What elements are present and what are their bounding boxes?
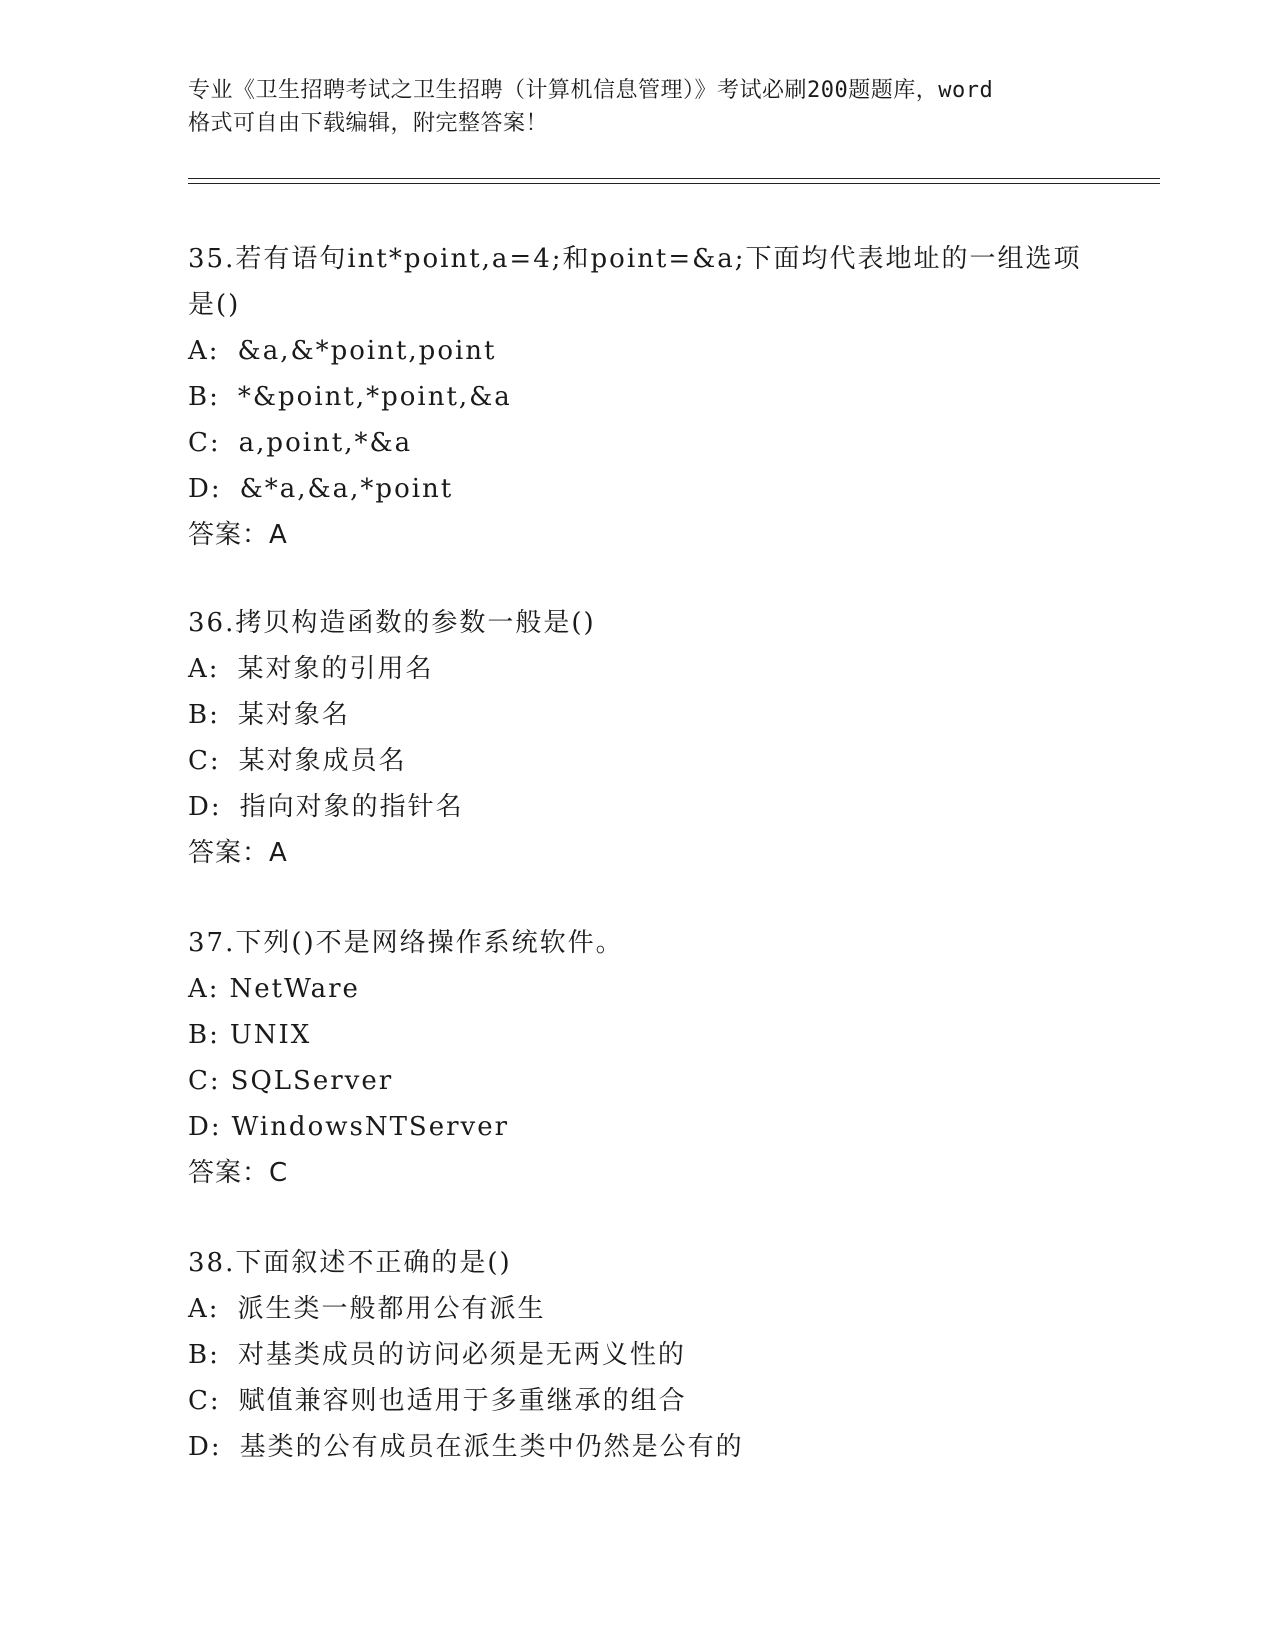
option-letter: D: (188, 1112, 222, 1142)
option-letter: B: (188, 700, 220, 730)
option-text: 指向对象的指针名 (239, 792, 464, 822)
question-36 (188, 600, 1088, 876)
option-text: &*a,&a,*point (239, 474, 454, 504)
option-letter: B: (188, 1020, 220, 1050)
option-text: &a,&*point,point (237, 336, 497, 366)
option-letter: B: (188, 1340, 220, 1370)
option-text: 某对象的引用名 (237, 654, 434, 684)
header-divider-top (188, 178, 1160, 179)
option-letter: D: (188, 1432, 222, 1462)
header-line-2: 格式可自由下载编辑，附完整答案！ (188, 111, 549, 136)
option-text: SQLServer (230, 1066, 394, 1096)
question-35 (188, 236, 1088, 558)
question-stem-line-1: 37.下列()不是网络操作系统软件。 (188, 928, 624, 958)
option-letter: C: (188, 428, 221, 458)
header-line-1: 专业《卫生招聘考试之卫生招聘（计算机信息管理）》考试必刷200题题库，word (188, 78, 994, 103)
option-text: a,point,*&a (238, 428, 413, 458)
option-c (188, 420, 1088, 466)
option-text: UNIX (229, 1020, 312, 1050)
option-a (188, 328, 1088, 374)
option-letter: A: (188, 336, 220, 366)
option-letter: A: (188, 654, 220, 684)
option-letter: C: (188, 746, 221, 776)
option-d (188, 466, 1088, 512)
option-letter: A: (188, 974, 220, 1004)
answer-line: 答案：A (188, 838, 288, 868)
question-stem-line-1: 38.下面叙述不正确的是() (188, 1248, 512, 1278)
option-text: WindowsNTServer (231, 1112, 510, 1142)
option-letter: C: (188, 1066, 221, 1096)
question-38 (188, 1240, 1088, 1470)
option-text: 对基类成员的访问必须是无两义性的 (237, 1340, 686, 1370)
option-letter: D: (188, 474, 222, 504)
option-text: NetWare (229, 974, 360, 1004)
document-header (188, 74, 1088, 140)
option-letter: D: (188, 792, 222, 822)
option-b (188, 374, 1088, 420)
question-stem-line-2: 是() (188, 290, 241, 320)
option-text: 基类的公有成员在派生类中仍然是公有的 (239, 1432, 744, 1462)
option-c (188, 738, 1088, 784)
option-text: 赋值兼容则也适用于多重继承的组合 (238, 1386, 687, 1416)
option-b (188, 692, 1088, 738)
option-c (188, 1378, 1088, 1424)
option-a (188, 1286, 1088, 1332)
option-letter: C: (188, 1386, 221, 1416)
option-c (188, 1058, 1088, 1104)
question-37 (188, 920, 1088, 1196)
option-letter: A: (188, 1294, 220, 1324)
option-text: 某对象名 (237, 700, 350, 730)
option-text: 派生类一般都用公有派生 (237, 1294, 546, 1324)
option-d (188, 784, 1088, 830)
option-a (188, 646, 1088, 692)
question-stem-line-1: 36.拷贝构造函数的参数一般是() (188, 608, 596, 638)
answer-line: 答案：C (188, 1158, 289, 1188)
header-divider-bottom (188, 183, 1160, 184)
option-b (188, 1332, 1088, 1378)
option-b (188, 1012, 1088, 1058)
question-stem-line-1: 35.若有语句int*point,a=4;和point=&a;下面均代表地址的一组选项 (188, 244, 1082, 274)
answer-line: 答案：A (188, 520, 288, 550)
option-d (188, 1424, 1088, 1470)
option-d (188, 1104, 1088, 1150)
option-letter: B: (188, 382, 220, 412)
option-text: *&point,*point,&a (237, 382, 512, 412)
option-text: 某对象成员名 (238, 746, 407, 776)
option-a (188, 966, 1088, 1012)
